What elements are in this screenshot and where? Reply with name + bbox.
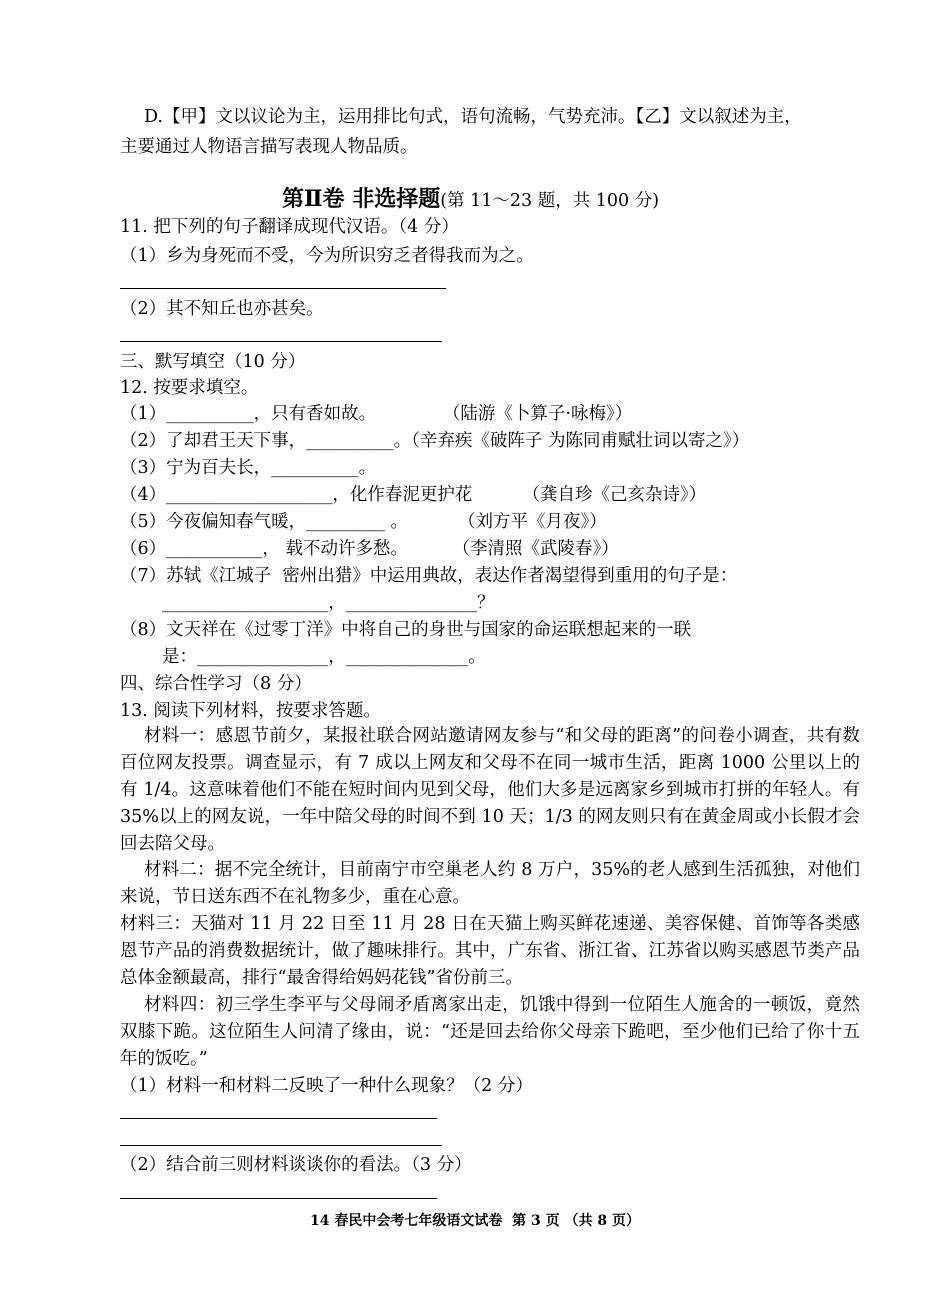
q12-item-7: （7）苏轼《江城子 密州出猎》中运用典故，表达作者渴望得到重用的句子是： xyxy=(120,566,738,586)
answer-line xyxy=(120,288,446,289)
answer-line xyxy=(120,341,442,342)
part2-subtitle: (第 11～23 题，共 100 分) xyxy=(440,191,660,211)
q12-item-5: （5）今夜偏知春气暖，_________ 。 （刘方平《月夜》） xyxy=(120,512,607,532)
q13-item1: （1）材料一和材料二反映了一种什么现象？（2 分） xyxy=(120,1076,533,1096)
q12-item-4: （4）___________________，化作春泥更护花 （龚自珍《己亥杂诗》） xyxy=(120,485,707,505)
material-two: 材料二：据不完全统计，目前南宁市空巢老人约 8 万户，35%的老人感到生活孤独，对他们来说，节日送东西不在礼物多少，重在心意。 xyxy=(120,860,860,907)
material-one: 材料一：感恩节前夕，某报社联合网站邀请网友参与“和父母的距离”的问卷小调查，共有数百位网友投票。调查显示，有 7 成以上网友和父母不在同一城市生活，距离 1000 公里以上的有 1/4。这意味着他们不能在短时间内见到父母，他们大多是远离家乡到城市打拼的年轻人。有 35%以上的网友说，一年中陪父母的时间不到 10 天；1/3 的网友则只有在黄金周或小长假才会回去陪父母。 xyxy=(120,726,860,854)
answer-line xyxy=(120,1118,437,1119)
option-d-line1: D.【甲】文以议论为主，运用排比句式，语句流畅，气势充沛。【乙】文以叙述为主， xyxy=(144,107,802,127)
page-footer: 14 春民中会考七年级语文试卷 第 3 页 （共 8 页） xyxy=(310,1213,640,1229)
q13-item2: （2）结合前三则材料谈谈你的看法。（3 分） xyxy=(120,1155,472,1175)
q12-item-6: （6）___________， 载不动许多愁。 （李清照《武陵春》） xyxy=(120,539,619,559)
q12-stem: 12. 按要求填空。 xyxy=(120,378,259,398)
q12-item-7-blanks: ___________________，_______________？ xyxy=(162,593,495,613)
section3-heading: 三、默写填空（10 分） xyxy=(120,352,306,372)
q13-stem: 13. 阅读下列材料，按要求答题。 xyxy=(120,701,381,721)
q11-item2: （2）其不知丘也亦甚矣。 xyxy=(120,299,324,319)
material-four: 材料四：初三学生李平与父母闹矛盾离家出走，饥饿中得到一位陌生人施舍的一顿饭，竟然双膝下跪。这位陌生人问清了缘由，说：“还是回去给你父母亲下跪吧，至少他们已给了你十五年的饭吃。” xyxy=(120,995,860,1069)
q11-stem: 11. 把下列的句子翻译成现代汉语。（4 分） xyxy=(120,217,459,237)
section4-heading: 四、综合性学习（8 分） xyxy=(120,674,312,694)
part2-heading xyxy=(282,186,659,214)
q12-item-8-line1: （8）文天祥在《过零丁洋》中将自己的身世与国家的命运联想起来的一联 xyxy=(120,620,692,640)
answer-line xyxy=(120,1198,437,1199)
q12-item-8-line2: 是：_______________，______________。 xyxy=(162,647,486,667)
q12-item-3: （3）宁为百夫长，__________。 xyxy=(120,458,377,478)
q11-item1: （1）乡为身死而不受，今为所识穷乏者得我而为之。 xyxy=(120,246,534,266)
q12-item-1: （1）__________，只有香如故。 （陆游《卜算子·咏梅》） xyxy=(120,404,633,424)
q12-item-2: （2）了却君王天下事，__________。（辛弃疾《破阵子 为陈同甫赋壮词以寄之》） xyxy=(120,431,750,451)
part2-title: 第Ⅱ卷 非选择题 xyxy=(282,186,441,212)
material-three: 材料三：天猫对 11 月 22 日至 11 月 28 日在天猫上购买鲜花速递、美容保健、首饰等各类感恩节产品的消费数据统计，做了趣味排行。其中，广东省、浙江省、江苏省以购买感恩节类产品总体金额最高，排行“最舍得给妈妈花钱”省份前三。 xyxy=(120,914,860,988)
option-d-line2: 主要通过人物语言描写表现人物品质。 xyxy=(120,137,418,157)
answer-line xyxy=(120,1145,442,1146)
